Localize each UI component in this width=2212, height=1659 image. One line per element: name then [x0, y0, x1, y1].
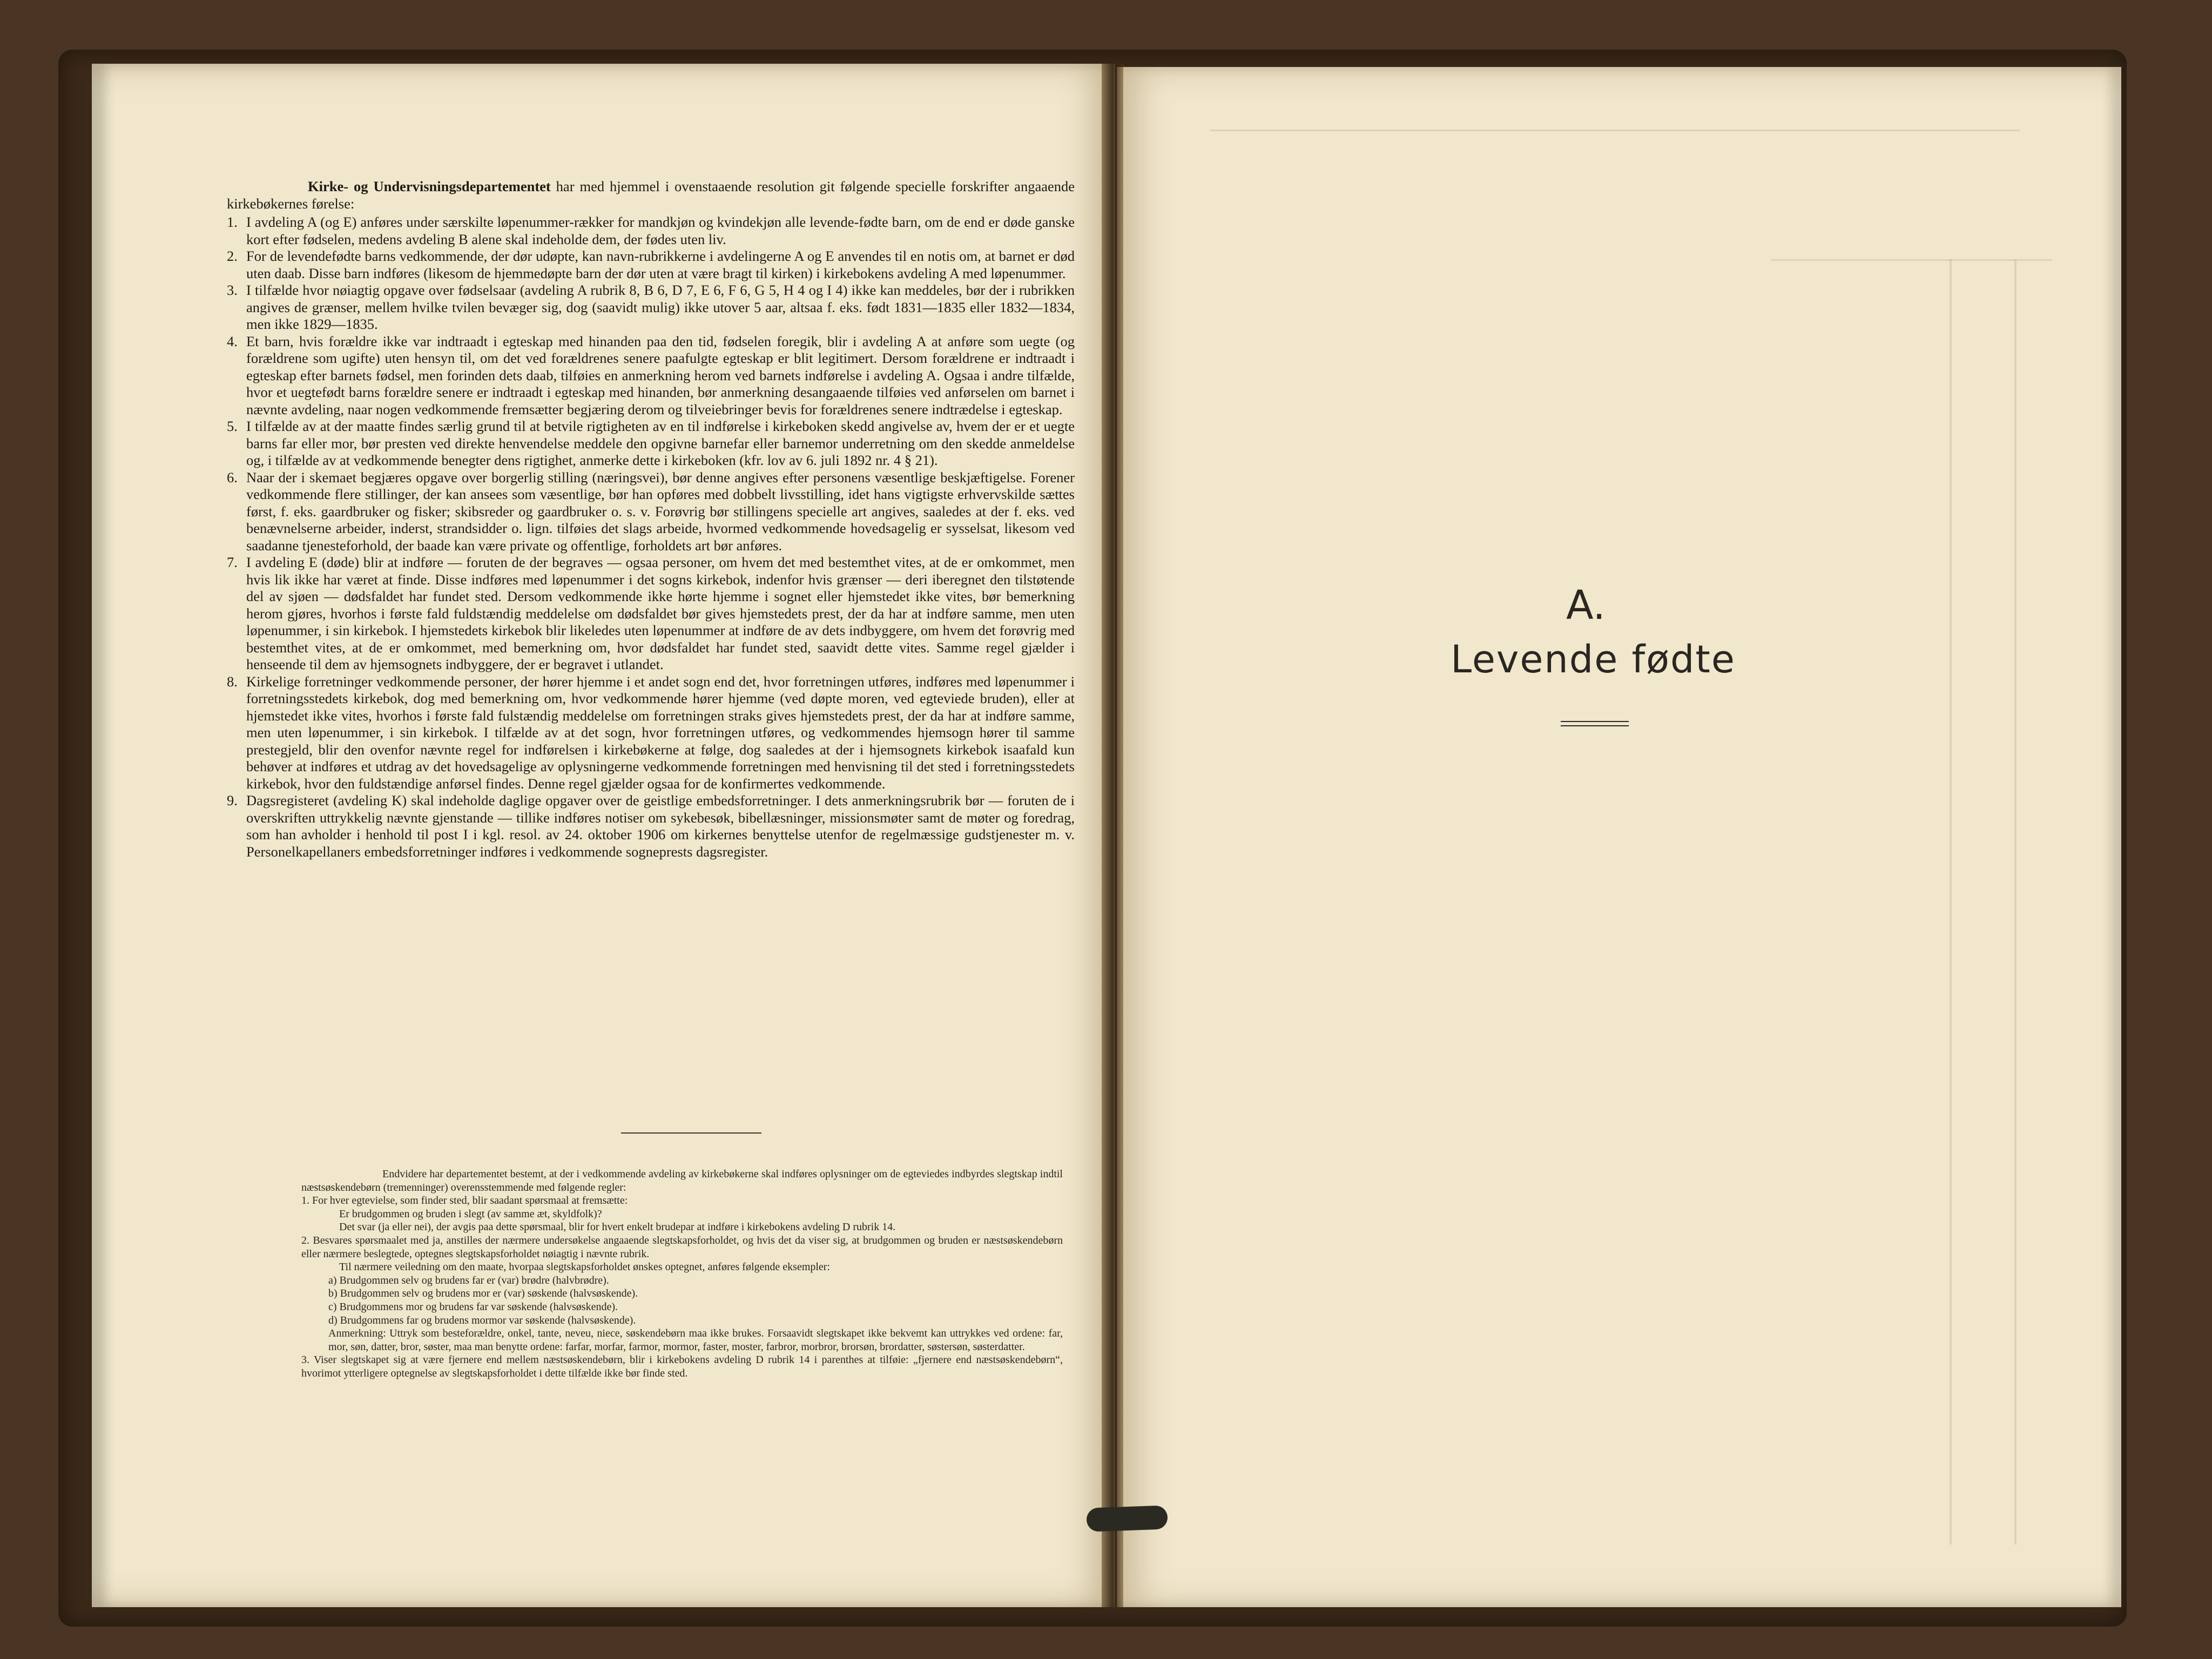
section-title: Levende fødte: [1451, 637, 1736, 682]
regulations-text: [227, 178, 1075, 860]
regulation-item: [227, 792, 1075, 860]
kinship-rule-3: 3. Viser slegtskapet sig at være fjernere end mellem næstsøskendebørn, blir i kirkebokens avdeling D rubrik 14 i parenthes at tilføie: „fjernere end næstsøskendebørn“, hvorimot ytterligere optegnelse av slegtskapsforholdet i dette tilfælde ikke bør finde sted.: [301, 1354, 1063, 1379]
intro-paragraph: [227, 178, 1075, 212]
regulation-number: 1.: [227, 214, 238, 230]
kinship-example-d: d) Brudgommens far og brudens mormor var søskende (halvsøskende).: [328, 1314, 636, 1326]
regulation-number: 8.: [227, 673, 238, 690]
bleed-through-column-line: [2014, 259, 2017, 1545]
regulation-item: [227, 333, 1075, 419]
regulation-list: [227, 214, 1075, 860]
kinship-rules-text: [301, 1168, 1063, 1380]
bleed-through-column-line: [1950, 259, 1952, 1545]
title-underline: [1561, 721, 1629, 726]
regulation-number: 3.: [227, 282, 238, 298]
regulation-text: Dagsregisteret (avdeling K) skal indeholde daglige opgaver over de geistlige embedsforretninger. I dets anmerkningsrubrik bør — foruten de i overskriften uttrykkelig nævnte gjenstande — tillike indføres notiser om sykebesøk, bibellæsninger, missionsmøter samt de møter og foredrag, som han avholder i henhold til post I i kgl. resol. av 24. oktober 1906 om kirkernes benyttelse utenfor de regelmæssige gudstjenester m. v. Personelkapellaners embedsforretninger indføres i vedkommende sogneprests dagsregister.: [246, 792, 1075, 860]
regulation-number: 6.: [227, 469, 238, 485]
regulation-item: [227, 248, 1075, 282]
regulation-item: [227, 673, 1075, 793]
regulation-number: 5.: [227, 418, 238, 434]
section-letter: A.: [1566, 582, 1606, 629]
regulation-number: 4.: [227, 333, 238, 349]
bleed-through-row-line: [1771, 259, 2052, 261]
regulation-text: I tilfælde av at der maatte findes særlig grund til at betvile rigtigheten av en til indførelse i kirkeboken skedd angivelse av, hvem der er et uegte barns far eller mor, bør presten ved direkte henvendelse meddele den opgivne barnefar eller barnemor underretning om den skedde anmeldelse og, i tilfælde av at vedkommende benegter dens rigtighet, anmerke dette i kirkeboken (kfr. lov av 6. juli 1892 nr. 4 § 21).: [246, 418, 1075, 468]
book-gutter: [1102, 64, 1123, 1607]
bleed-through-row-line: [1210, 130, 2020, 131]
regulation-item: [227, 418, 1075, 469]
kinship-rule-1: 1. For hver egtevielse, som finder sted, blir saadant spørsmaal at fremsætte:: [301, 1195, 628, 1207]
section-divider: [621, 1132, 761, 1134]
regulation-number: 2.: [227, 248, 238, 264]
regulation-text: I tilfælde hvor nøiagtig opgave over fødselsaar (avdeling A rubrik 8, B 6, D 7, E 6, F 6, G 5, H 4 og I 4) ikke kan meddeles, bør der i rubrikken angives de grænser, mellem hvilke tvilen bevæger sig, dog (saavidt mulig) ikke utover 5 aar, altsaa f. eks. født 1831—1835 eller 1832—1834, men ikke 1829—1835.: [246, 282, 1075, 332]
right-page: [1117, 67, 2121, 1607]
regulation-item: [227, 282, 1075, 333]
kinship-examples-intro: Til nærmere veiledning om den maate, hvorpaa slegtskapsforholdet ønskes optegnet, anføres følgende eksempler:: [339, 1261, 831, 1273]
regulation-number: 9.: [227, 792, 238, 808]
regulation-text: I avdeling E (døde) blir at indføre — foruten de der begraves — ogsaa personer, om hvem det med bestemthet vites, at de er omkommet, men hvis lik ikke har været at finde. Disse indføres med løpenummer i det sogns kirkebok, indenfor hvis grænser — deri iberegnet den tilstøtende del av sjøen — dødsfaldet har fundet sted. Dersom vedkommende ikke hørte hjemme i sognet eller hjemstedet ikke vites, bør bemerkning herom gjøres, hvorhos i første fald fuldstændig meddelelse om dødsfaldet bør gives hjemstedets prest, der da har at indføre samme, men uten løpenummer, i sin kirkebok. I hjemstedets kirkebok blir likeledes uten løpenummer at indføre de av dets indbyggere, om hvem det forøvrig med bestemthet vites, at de er omkommet, med bemerkning om, hvor dødsfaldet har fundet sted, saavidt dette vites. Samme regel gjælder i henseende til dem av hjemsognets indbyggere, der er begravet i utlandet.: [246, 554, 1075, 672]
intro-text: har med hjemmel i ovenstaaende resolution git følgende specielle forskrifter angaaende kirkebøkernes førelse:: [227, 178, 1075, 212]
regulation-text: Naar der i skemaet begjæres opgave over borgerlig stilling (næringsvei), bør denne angives efter personens væsentlige beskjæftigelse. Forener vedkommende flere stillinger, der kan ansees som væsentlige, bør han opføres med dobbelt livsstilling, idet hans vigtigste erhvervskilde sættes først, f. eks. gaardbruker og fisker; skibsreder og gaardbruker o. s. v. Forøvrig bør stillingens specielle art angives, saaledes at der f. eks. ved benævnelserne arbeider, inderst, strandsidder o. lign. tilføies det slags arbeide, hvormed vedkommende hovedsagelig er sysselsat, likesom ved saadanne tjenesteforhold, der baade kan være private og offentlige, forholdets art bør anføres.: [246, 469, 1075, 554]
kinship-example-c: c) Brudgommens mor og brudens far var søskende (halvsøskende).: [328, 1300, 618, 1313]
regulation-item: [227, 554, 1075, 673]
kinship-rule-2: 2. Besvares spørsmaalet med ja, anstilles der nærmere undersøkelse angaaende slegtskapsforholdet, og hvis det da viser sig, at brudgommen og bruden er næstsøskendebørn eller nærmere beslegtede, optegnes slegtskapsforholdet nøiagtig i nævnte rubrik.: [301, 1234, 1063, 1260]
kinship-answer-note: Det svar (ja eller nei), der avgis paa dette spørsmaal, blir for hvert enkelt brudepar at indføre i kirkebokens avdeling D rubrik 14.: [339, 1221, 896, 1233]
kinship-example-a: a) Brudgommen selv og brudens far er (var) brødre (halvbrødre).: [328, 1274, 609, 1286]
regulation-number: 7.: [227, 554, 238, 570]
regulation-item: [227, 469, 1075, 555]
regulation-text: Kirkelige forretninger vedkommende personer, der hører hjemme i et andet sogn end det, hvor forretningen utføres, indføres med løpenummer i forretningsstedets kirkebok, dog med bemerkning om, hvor vedkommende hører hjemme (ved døpte moren, ved egteviede bruden), eller at hjemstedet ikke vites, hvorhos i første fald fulstændig meddelelse om forretningen straks gives hjemstedets prest, der da har at indføre samme, men uten løpenummer, i sin kirkebok. I tilfælde av at det sogn, hvor forretningen utføres, og vedkommendes hjemsogn hører til samme prestegjeld, blir den ovenfor nævnte regel for indførelsen i kirkebøkerne at følge, dog saaledes at der i hjemsognets kirkebok isaafald kun behøver at indføres et utdrag av det hovedsagelige av oplysningerne vedkommende forretningen med henvisning til det sted i forretningsstedets kirkebok, hvor den fuldstændige anførsel findes. Denne regel gjælder ogsaa for de konfirmertes vedkommende.: [246, 673, 1075, 792]
regulation-item: [227, 214, 1075, 248]
regulation-text: I avdeling A (og E) anføres under særskilte løpenummer-rækker for mandkjøn og kvindekjøn alle levende-fødte barn, om de end er døde ganske kort efter fødselen, medens avdeling B alene skal indeholde dem, der fødes uten liv.: [246, 214, 1075, 247]
kinship-intro: Endvidere har departementet bestemt, at der i vedkommende avdeling av kirkebøkerne skal indføres oplysninger om de egteviedes indbyrdes slegtskap indtil næstsøskendebørn (tremenninger) overensstemmende med følgende regler:: [301, 1168, 1063, 1193]
kinship-question: Er brudgommen og bruden i slegt (av samme æt, skyldfolk)?: [339, 1208, 602, 1220]
department-name: Kirke- og Undervisningsdepartementet: [308, 178, 551, 194]
regulation-text: For de levendefødte barns vedkommende, der dør udøpte, kan navn-rubrikkerne i avdelingerne A og E anvendes til en notis om, at barnet er død uten daab. Disse barn indføres (likesom de hjemmedøpte barn der dør uten at være bragt til kirken) i kirkebokens avdeling A med løpenummer.: [246, 248, 1075, 281]
kinship-example-b: b) Brudgommen selv og brudens mor er (var) søskende (halvsøskende).: [328, 1287, 638, 1300]
kinship-remark: Anmerkning: Uttryk som besteforældre, onkel, tante, neveu, niece, søskendebørn maa ikke brukes. Forsaavidt slegtskapet ikke bekvemt kan uttrykkes ved ordene: far, mor, søn, datter, bror, søster, maa man benytte ordene: farfar, morfar, farmor, mormor, faster, moster, farbror, morbror, brorsøn, brordatter, søstersøn, søsterdatter.: [328, 1327, 1063, 1353]
regulation-text: Et barn, hvis forældre ikke var indtraadt i egteskap med hinanden paa den tid, fødselen foregik, blir i avdeling A at anføre som uegte (og forældrene som ugifte) uten hensyn til, om det ved forældrenes senere paafulgte egteskap er blit legitimert. Dersom forældrene er indtraadt i egteskap efter barnets fødsel, men forinden dets daab, tilføies en anmerkning herom ved barnets indførelse i avdeling A. Ogsaa i andre tilfælde, hvor et uegtefødt barns forældre senere er indtraadt i egteskap med hinanden, bør anmerkning desangaaende tilføies ved anførselen om barnet i nævnte avdeling, naar nogen vedkommende fremsætter begjæring derom og tilveiebringer bevis for forældrenes senere indtrædelse i egteskap.: [246, 333, 1075, 417]
bookmark-ribbon: [1086, 1505, 1168, 1532]
